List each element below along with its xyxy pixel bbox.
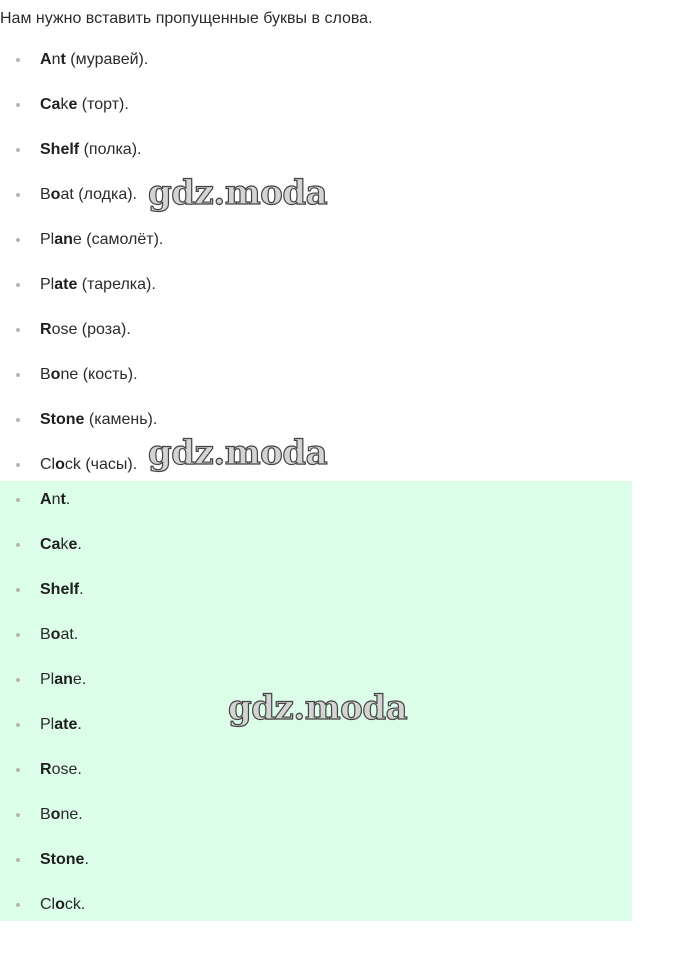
word-item-text [40, 183, 137, 207]
plain-letters: (торт). [77, 96, 129, 113]
intro-text: Нам нужно вставить пропущенные буквы в слова. [0, 10, 373, 27]
plain-letters: e [72, 231, 82, 248]
bold-letters: Ca [40, 536, 61, 553]
bullet-icon [16, 768, 20, 772]
bold-letters: R [40, 321, 52, 338]
plain-letters: ose [51, 761, 78, 778]
bullet-icon [16, 418, 20, 422]
bold-letters: Shelf [40, 581, 80, 598]
plain-letters: n [51, 51, 61, 68]
answer-item-text [40, 668, 86, 692]
bullet-icon [16, 58, 20, 62]
plain-letters: . [65, 491, 71, 508]
plain-letters: ne [60, 806, 79, 823]
bold-letters: o [50, 626, 61, 643]
word-item-text [40, 228, 163, 252]
bold-letters: A [40, 491, 52, 508]
word-item-text [40, 408, 157, 432]
watermark-logo: gdz.moda [148, 433, 328, 473]
bullet-icon [16, 498, 20, 502]
bullet-icon [16, 373, 20, 377]
plain-letters: k [60, 536, 69, 553]
answer-item-text [40, 623, 78, 647]
answer-item-text [40, 758, 82, 782]
plain-letters: . [79, 581, 84, 598]
bullet-icon [16, 858, 20, 862]
bullet-icon [16, 903, 20, 907]
bullet-icon [16, 678, 20, 682]
bullet-icon [16, 283, 20, 287]
plain-letters: (тарелка). [77, 276, 156, 293]
bullet-icon [16, 238, 20, 242]
plain-letters: at [60, 626, 74, 643]
word-item-text [40, 363, 138, 387]
plain-letters: (лодка). [73, 186, 137, 203]
bold-letters: e [68, 96, 78, 113]
plain-letters: B [40, 806, 51, 823]
plain-letters: Pl [40, 231, 55, 248]
plain-letters: ose [51, 321, 78, 338]
plain-letters: (роза). [77, 321, 131, 338]
answer-item-text [40, 578, 84, 602]
plain-letters: (камень). [84, 411, 158, 428]
bold-letters: e [68, 536, 78, 553]
plain-letters: . [81, 671, 87, 688]
plain-letters: ck [64, 456, 81, 473]
plain-letters: Cl [40, 456, 56, 473]
bold-letters: Shelf [40, 141, 80, 158]
bullet-icon [16, 723, 20, 727]
plain-letters: (часы). [80, 456, 138, 473]
word-item-text [40, 318, 131, 342]
bold-letters: Stone [40, 411, 85, 428]
plain-letters: . [77, 536, 82, 553]
answer-item-text [40, 488, 70, 512]
answer-item-text [40, 803, 83, 827]
plain-letters: . [77, 761, 82, 778]
word-item-text [40, 93, 129, 117]
plain-letters: (полка). [79, 141, 142, 158]
bold-letters: t [60, 491, 66, 508]
plain-letters: (самолёт). [81, 231, 164, 248]
bullet-icon [16, 633, 20, 637]
bold-letters: o [55, 456, 65, 473]
plain-letters: k [60, 96, 69, 113]
bullet-icon [16, 543, 20, 547]
bullet-icon [16, 813, 20, 817]
bold-letters: an [54, 231, 73, 248]
plain-letters: e [72, 671, 82, 688]
bold-letters: t [60, 51, 66, 68]
bold-letters: A [40, 51, 52, 68]
bold-letters: o [50, 806, 61, 823]
plain-letters: Pl [40, 716, 55, 733]
word-item-text [40, 453, 137, 477]
plain-letters: B [40, 626, 51, 643]
plain-letters: B [40, 366, 51, 383]
plain-letters: (кость). [78, 366, 138, 383]
plain-letters: . [84, 851, 89, 868]
plain-letters: B [40, 186, 51, 203]
plain-letters: (муравей). [65, 51, 149, 68]
bold-letters: R [40, 761, 52, 778]
plain-letters: . [73, 626, 79, 643]
answer-item-text [40, 893, 85, 917]
answer-item-text [40, 533, 82, 557]
bold-letters: o [50, 186, 61, 203]
bold-letters: Ca [40, 96, 61, 113]
word-item-text [40, 48, 148, 72]
answer-item-text [40, 713, 82, 737]
bullet-icon [16, 193, 20, 197]
plain-letters: ne [60, 366, 79, 383]
bold-letters: ate [54, 276, 78, 293]
plain-letters: Cl [40, 896, 56, 913]
plain-letters: . [80, 896, 86, 913]
answer-item-text [40, 848, 89, 872]
plain-letters: at [60, 186, 74, 203]
bullet-icon [16, 103, 20, 107]
watermark-logo: gdz.moda [228, 688, 408, 728]
plain-letters: Pl [40, 276, 55, 293]
watermark-logo: gdz.moda [148, 173, 328, 213]
bold-letters: an [54, 671, 73, 688]
bullet-icon [16, 328, 20, 332]
bullet-icon [16, 463, 20, 467]
word-item-text [40, 273, 156, 297]
bold-letters: ate [54, 716, 78, 733]
bold-letters: o [55, 896, 65, 913]
plain-letters: Pl [40, 671, 55, 688]
bold-letters: Stone [40, 851, 85, 868]
plain-letters: . [78, 806, 83, 823]
bullet-icon [16, 148, 20, 152]
plain-letters: . [77, 716, 82, 733]
bold-letters: o [50, 366, 61, 383]
word-item-text [40, 138, 141, 162]
plain-letters: n [51, 491, 61, 508]
plain-letters: ck [64, 896, 81, 913]
bullet-icon [16, 588, 20, 592]
